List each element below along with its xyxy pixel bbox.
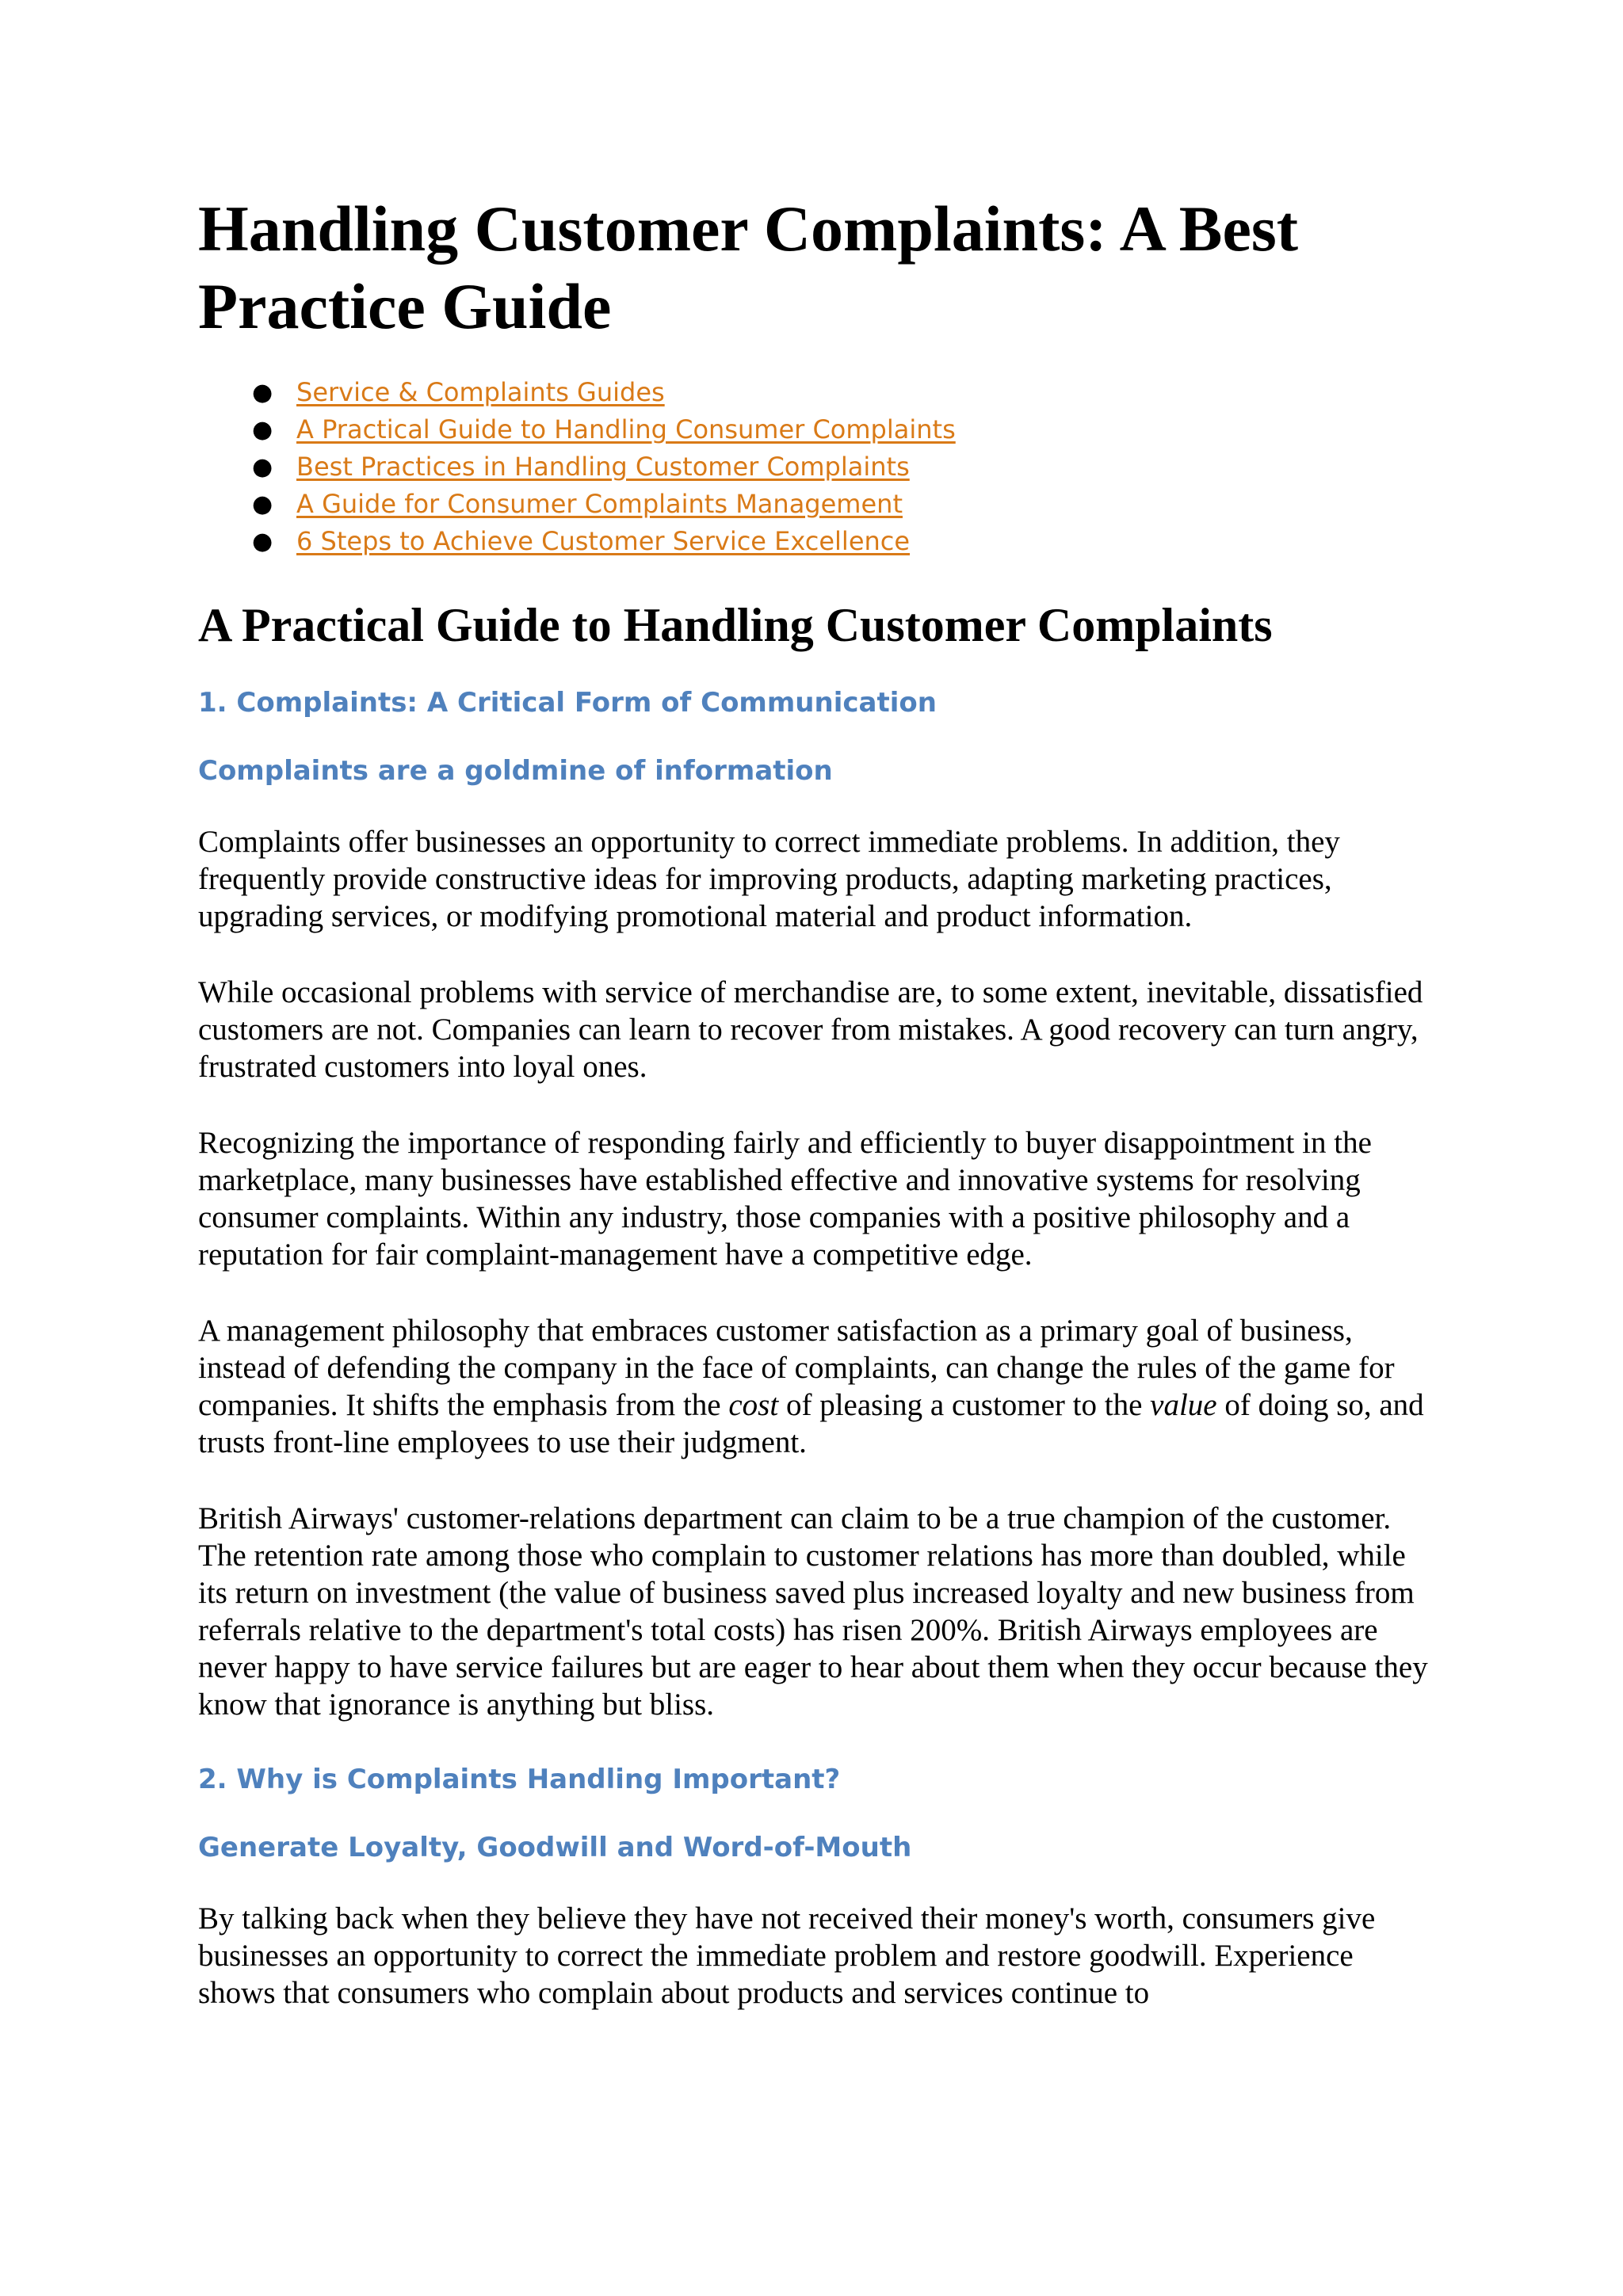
paragraph: Recognizing the importance of responding fairly and efficiently to buyer disappointment in the marketplace, many businesses have established effective and innovative systems for resolving consumer complaints. Within any industry, those companies with a positive philosophy and a reputation for fair complaint-management have a competitive edge. <box>198 1126 1372 1272</box>
emphasis-cost: cost <box>728 1388 779 1422</box>
paragraph-management-philosophy <box>198 1312 1434 1461</box>
section-1-subheading: Complaints are a goldmine of information <box>198 755 833 787</box>
bullet-icon: ● <box>252 453 273 481</box>
toc-link-best-practices[interactable]: Best Practices in Handling Customer Complaints <box>296 452 910 482</box>
bullet-icon: ● <box>252 490 273 518</box>
paragraph: While occasional problems with service of merchandise are, to some extent, inevitable, dissatisfied customers are not. Companies can learn to recover from mistakes. A good recovery can turn angry, frustrated customers into loyal ones. <box>198 975 1423 1084</box>
section-2-heading: 2. Why is Complaints Handling Important? <box>198 1764 841 1795</box>
table-of-contents <box>198 374 1434 560</box>
toc-item <box>198 523 1434 560</box>
section-title: A Practical Guide to Handling Customer Complaints <box>198 599 1273 651</box>
bullet-icon: ● <box>252 379 273 406</box>
toc-link-practical-guide[interactable]: A Practical Guide to Handling Consumer Complaints <box>296 414 956 444</box>
toc-link-service-complaints-guides[interactable]: Service & Complaints Guides <box>296 377 665 407</box>
section-1-heading: 1. Complaints: A Critical Form of Communication <box>198 687 937 719</box>
toc-item <box>198 374 1434 411</box>
toc-item <box>198 411 1434 448</box>
toc-item <box>198 486 1434 523</box>
toc-item <box>198 448 1434 486</box>
document-title: Handling Customer Complaints: A Best Practice Guide <box>198 193 1299 342</box>
toc-link-complaints-management[interactable]: A Guide for Consumer Complaints Management <box>296 489 903 519</box>
paragraph: Complaints offer businesses an opportunity to correct immediate problems. In addition, they frequently provide constructive ideas for improving products, adapting marketing practices, upgrading services, or modifying promotional material and product information. <box>198 825 1340 933</box>
paragraph: By talking back when they believe they have not received their money's worth, consumers give businesses an opportunity to correct the immediate problem and restore goodwill. Experience shows that consumers who complain about products and services continue to <box>198 1901 1376 2010</box>
bullet-icon: ● <box>252 416 273 444</box>
text-run: of doing so, and trusts front-line employees to use their judgment. <box>198 1388 1424 1459</box>
document-page <box>198 190 1434 2050</box>
emphasis-value: value <box>1150 1388 1217 1422</box>
bullet-icon: ● <box>252 528 273 555</box>
toc-link-six-steps[interactable]: 6 Steps to Achieve Customer Service Excellence <box>296 526 911 556</box>
section-2-subheading: Generate Loyalty, Goodwill and Word-of-Mouth <box>198 1832 912 1863</box>
text-run: of pleasing a customer to the <box>778 1388 1151 1422</box>
text-run: A management philosophy that embraces customer satisfaction as a primary goal of business, instead of defending the company in the face of complaints, can change the rules of the game for companies. It shifts the emphasis from the <box>198 1314 1395 1422</box>
paragraph: British Airways' customer-relations department can claim to be a true champion of the customer. The retention rate among those who complain to customer relations has more than doubled, while its return on investment (the value of business saved plus increased loyalty and new business from referrals relative to the department's total costs) has risen 200%. British Airways employees are never happy to have service failures but are eager to hear about them when they occur because they know that ignorance is anything but bliss. <box>198 1501 1428 1722</box>
